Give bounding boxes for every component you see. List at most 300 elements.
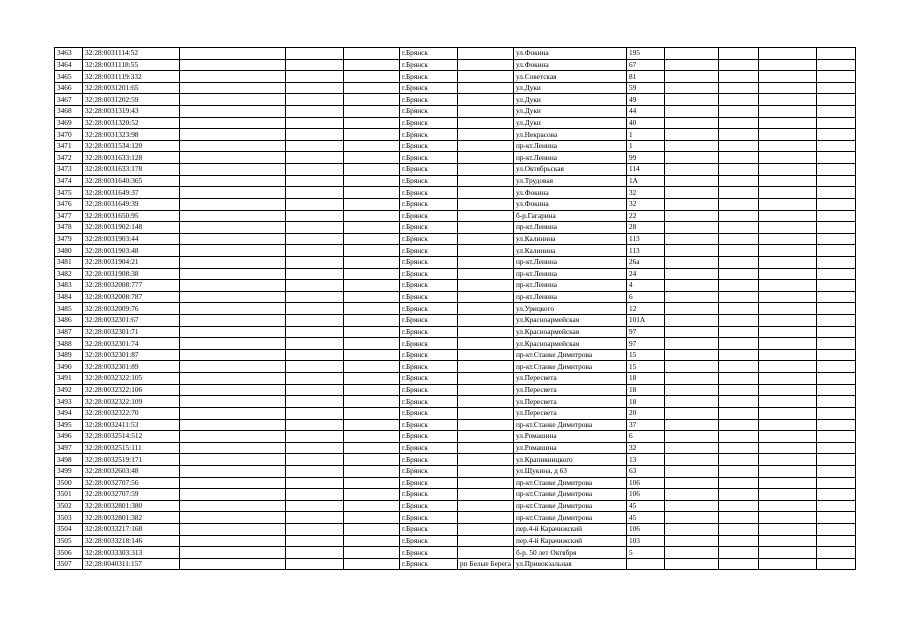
cell-empty <box>344 558 400 570</box>
cell-empty <box>664 535 718 547</box>
cell-house: 18 <box>626 384 664 396</box>
cell-empty <box>180 315 286 327</box>
cell-cad: 32:28:0031903:44 <box>83 233 180 245</box>
cell-house: 106 <box>626 477 664 489</box>
cell-empty <box>718 489 758 501</box>
cell-empty <box>180 465 286 477</box>
cell-empty <box>286 210 344 222</box>
cell-empty <box>344 256 400 268</box>
cell-n: 3504 <box>55 523 83 535</box>
cell-empty <box>286 419 344 431</box>
cell-cad: 32:28:0032514:512 <box>83 431 180 443</box>
cell-street: ул.Калинина <box>513 245 626 257</box>
cell-empty <box>286 477 344 489</box>
cell-house: 32 <box>626 187 664 199</box>
cell-empty <box>180 407 286 419</box>
cell-n: 3476 <box>55 198 83 210</box>
cell-empty <box>816 106 855 118</box>
table-row <box>55 454 856 466</box>
cell-street: ул.Красноармейская <box>513 315 626 327</box>
table-row <box>55 361 856 373</box>
cell-empty <box>286 222 344 234</box>
cell-empty <box>758 384 816 396</box>
table-row <box>55 106 856 118</box>
cell-empty <box>816 535 855 547</box>
cell-empty <box>344 48 400 60</box>
cell-empty <box>180 419 286 431</box>
table-row <box>55 419 856 431</box>
cell-n: 3478 <box>55 222 83 234</box>
cell-n: 3492 <box>55 384 83 396</box>
cell-house: 44 <box>626 106 664 118</box>
cell-empty <box>718 407 758 419</box>
table-row <box>55 140 856 152</box>
cell-empty <box>816 338 855 350</box>
cell-street: пр-кт.Ленина <box>513 152 626 164</box>
cell-empty <box>718 558 758 570</box>
cell-loc <box>458 82 514 94</box>
cell-cad: 32:28:0031650:95 <box>83 210 180 222</box>
cell-house <box>626 558 664 570</box>
cell-empty <box>180 477 286 489</box>
cell-house: 81 <box>626 71 664 83</box>
cell-cad: 32:28:0032322:106 <box>83 384 180 396</box>
cell-n: 3473 <box>55 164 83 176</box>
cell-empty <box>816 210 855 222</box>
cell-empty <box>344 535 400 547</box>
cell-empty <box>758 407 816 419</box>
cell-loc <box>458 396 514 408</box>
cell-empty <box>758 187 816 199</box>
table-row <box>55 198 856 210</box>
cell-loc <box>458 175 514 187</box>
cell-street: ул.Пересвета <box>513 407 626 419</box>
table-row <box>55 477 856 489</box>
cell-empty <box>344 106 400 118</box>
cell-cad: 32:28:0031649:39 <box>83 198 180 210</box>
cell-empty <box>286 512 344 524</box>
cell-loc <box>458 419 514 431</box>
cell-empty <box>718 361 758 373</box>
cell-empty <box>664 291 718 303</box>
cell-empty <box>344 361 400 373</box>
cell-city: г.Брянск <box>400 82 458 94</box>
cell-empty <box>344 233 400 245</box>
cell-house: 106 <box>626 489 664 501</box>
cell-loc <box>458 315 514 327</box>
cell-empty <box>664 326 718 338</box>
cell-loc <box>458 489 514 501</box>
cell-n: 3507 <box>55 558 83 570</box>
cell-street: пр-кт.Станке Димитрова <box>513 489 626 501</box>
cell-empty <box>286 291 344 303</box>
cell-house: 113 <box>626 245 664 257</box>
cell-empty <box>286 547 344 559</box>
cell-empty <box>816 117 855 129</box>
cell-empty <box>758 303 816 315</box>
cell-empty <box>286 373 344 385</box>
cell-empty <box>816 431 855 443</box>
cell-empty <box>286 59 344 71</box>
cell-empty <box>664 431 718 443</box>
cell-city: г.Брянск <box>400 48 458 60</box>
table-row <box>55 303 856 315</box>
cell-empty <box>758 140 816 152</box>
cell-street: пр-кт.Ленина <box>513 140 626 152</box>
cell-empty <box>664 454 718 466</box>
cell-n: 3488 <box>55 338 83 350</box>
cell-empty <box>718 442 758 454</box>
cell-empty <box>344 291 400 303</box>
cell-empty <box>758 256 816 268</box>
cell-empty <box>816 442 855 454</box>
cell-house: 37 <box>626 419 664 431</box>
cell-city: г.Брянск <box>400 175 458 187</box>
cell-empty <box>758 48 816 60</box>
cell-loc <box>458 326 514 338</box>
cell-empty <box>664 152 718 164</box>
cell-empty <box>718 419 758 431</box>
cell-empty <box>816 384 855 396</box>
cell-city: г.Брянск <box>400 106 458 118</box>
cell-n: 3463 <box>55 48 83 60</box>
cell-cad: 32:28:0032801:380 <box>83 500 180 512</box>
cell-empty <box>718 106 758 118</box>
cell-empty <box>180 500 286 512</box>
cell-empty <box>664 477 718 489</box>
cell-n: 3481 <box>55 256 83 268</box>
cell-empty <box>180 268 286 280</box>
cell-street: пр-кт.Станке Димитрова <box>513 361 626 373</box>
cell-empty <box>344 71 400 83</box>
cell-house: 67 <box>626 59 664 71</box>
cell-loc <box>458 59 514 71</box>
cell-empty <box>344 431 400 443</box>
cell-empty <box>758 71 816 83</box>
cell-house: 101А <box>626 315 664 327</box>
cell-loc <box>458 373 514 385</box>
cell-cad: 32:28:0031902:148 <box>83 222 180 234</box>
cell-empty <box>664 117 718 129</box>
cell-empty <box>718 268 758 280</box>
cell-empty <box>286 523 344 535</box>
cell-loc <box>458 198 514 210</box>
cell-empty <box>758 291 816 303</box>
cell-street: ул.Ромашина <box>513 442 626 454</box>
table-row <box>55 349 856 361</box>
cell-loc <box>458 500 514 512</box>
cell-street: пр-кт.Ленина <box>513 280 626 292</box>
cell-n: 3466 <box>55 82 83 94</box>
cell-empty <box>664 256 718 268</box>
cell-house: 49 <box>626 94 664 106</box>
cell-empty <box>180 94 286 106</box>
cell-empty <box>816 256 855 268</box>
cell-cad: 32:28:0040311:157 <box>83 558 180 570</box>
cell-empty <box>286 256 344 268</box>
cell-street: ул.Дуки <box>513 117 626 129</box>
cell-street: ул.Урицкого <box>513 303 626 315</box>
cell-empty <box>180 187 286 199</box>
cell-empty <box>286 117 344 129</box>
cell-empty <box>718 198 758 210</box>
cell-loc <box>458 303 514 315</box>
cell-empty <box>664 349 718 361</box>
cell-empty <box>816 59 855 71</box>
cell-n: 3472 <box>55 152 83 164</box>
cell-house: 45 <box>626 512 664 524</box>
cell-empty <box>664 396 718 408</box>
cell-empty <box>664 233 718 245</box>
cell-empty <box>816 489 855 501</box>
cell-cad: 32:28:0031633:178 <box>83 164 180 176</box>
cell-empty <box>664 500 718 512</box>
cell-empty <box>180 326 286 338</box>
cell-empty <box>758 512 816 524</box>
cell-empty <box>286 315 344 327</box>
cell-empty <box>718 245 758 257</box>
cell-empty <box>816 82 855 94</box>
cell-empty <box>180 303 286 315</box>
cell-empty <box>664 338 718 350</box>
cell-empty <box>664 71 718 83</box>
cell-empty <box>664 547 718 559</box>
cell-empty <box>180 361 286 373</box>
cell-empty <box>816 152 855 164</box>
cell-empty <box>718 373 758 385</box>
cell-empty <box>344 94 400 106</box>
table-row <box>55 338 856 350</box>
cell-n: 3483 <box>55 280 83 292</box>
cell-empty <box>286 106 344 118</box>
cell-cad: 32:28:0032301:89 <box>83 361 180 373</box>
table-row <box>55 129 856 141</box>
cell-house: 32 <box>626 442 664 454</box>
table-row <box>55 373 856 385</box>
cell-loc: рп Белые Берега <box>458 558 514 570</box>
cell-empty <box>758 268 816 280</box>
cell-cad: 32:28:0031323:98 <box>83 129 180 141</box>
cell-loc <box>458 431 514 443</box>
cell-empty <box>816 558 855 570</box>
cell-empty <box>758 164 816 176</box>
cell-city: г.Брянск <box>400 535 458 547</box>
cell-empty <box>180 152 286 164</box>
cell-empty <box>344 338 400 350</box>
cell-empty <box>718 454 758 466</box>
cell-n: 3490 <box>55 361 83 373</box>
cell-empty <box>286 280 344 292</box>
cell-empty <box>718 523 758 535</box>
cell-n: 3493 <box>55 396 83 408</box>
cell-cad: 32:28:0032008:777 <box>83 280 180 292</box>
cell-empty <box>344 245 400 257</box>
cell-empty <box>816 198 855 210</box>
cell-empty <box>180 454 286 466</box>
cell-empty <box>718 326 758 338</box>
cell-empty <box>180 489 286 501</box>
cell-n: 3477 <box>55 210 83 222</box>
cell-house: 13 <box>626 454 664 466</box>
cell-empty <box>664 280 718 292</box>
cell-cad: 32:28:0032301:87 <box>83 349 180 361</box>
cell-empty <box>758 558 816 570</box>
cell-empty <box>718 152 758 164</box>
cell-empty <box>344 280 400 292</box>
table-row <box>55 407 856 419</box>
cell-street: ул.Пересвета <box>513 373 626 385</box>
cell-empty <box>180 129 286 141</box>
cell-empty <box>718 535 758 547</box>
cell-empty <box>664 106 718 118</box>
table-row <box>55 164 856 176</box>
cell-empty <box>180 222 286 234</box>
cell-city: г.Брянск <box>400 500 458 512</box>
cell-empty <box>816 94 855 106</box>
cell-city: г.Брянск <box>400 338 458 350</box>
cell-city: г.Брянск <box>400 117 458 129</box>
cell-empty <box>816 233 855 245</box>
table-row <box>55 94 856 106</box>
cell-loc <box>458 71 514 83</box>
cell-cad: 32:28:0031649:37 <box>83 187 180 199</box>
cell-empty <box>758 454 816 466</box>
cell-empty <box>816 523 855 535</box>
cell-city: г.Брянск <box>400 129 458 141</box>
cell-street: пр-кт.Станке Димитрова <box>513 512 626 524</box>
cell-empty <box>344 489 400 501</box>
cell-empty <box>718 315 758 327</box>
cell-loc <box>458 523 514 535</box>
cell-empty <box>286 326 344 338</box>
cell-empty <box>344 164 400 176</box>
cell-empty <box>344 349 400 361</box>
cell-empty <box>664 48 718 60</box>
cell-city: г.Брянск <box>400 303 458 315</box>
cell-street: б-р. 50 лет Октября <box>513 547 626 559</box>
cell-n: 3491 <box>55 373 83 385</box>
cell-city: г.Брянск <box>400 315 458 327</box>
cell-empty <box>180 106 286 118</box>
cell-loc <box>458 233 514 245</box>
cell-empty <box>758 106 816 118</box>
cell-empty <box>286 535 344 547</box>
cell-empty <box>344 198 400 210</box>
cell-city: г.Брянск <box>400 280 458 292</box>
cell-house: 5 <box>626 547 664 559</box>
cell-empty <box>758 396 816 408</box>
cell-empty <box>180 535 286 547</box>
table-row <box>55 280 856 292</box>
cell-city: г.Брянск <box>400 71 458 83</box>
cell-house: 1 <box>626 129 664 141</box>
cell-n: 3475 <box>55 187 83 199</box>
cell-empty <box>344 140 400 152</box>
cell-city: г.Брянск <box>400 59 458 71</box>
cell-empty <box>816 512 855 524</box>
cell-cad: 32:28:0031904:21 <box>83 256 180 268</box>
cell-cad: 32:28:0031119:332 <box>83 71 180 83</box>
cell-empty <box>816 48 855 60</box>
cell-empty <box>180 547 286 559</box>
cell-empty <box>286 187 344 199</box>
cell-empty <box>286 71 344 83</box>
cell-loc <box>458 407 514 419</box>
cell-empty <box>758 477 816 489</box>
table-row <box>55 500 856 512</box>
cell-empty <box>286 442 344 454</box>
cell-empty <box>718 256 758 268</box>
cell-street: ул.Фокина <box>513 48 626 60</box>
cell-empty <box>758 535 816 547</box>
cell-empty <box>758 547 816 559</box>
cell-loc <box>458 465 514 477</box>
cell-empty <box>718 431 758 443</box>
cell-street: ул.Трудовая <box>513 175 626 187</box>
cell-empty <box>286 349 344 361</box>
cell-empty <box>344 373 400 385</box>
cell-n: 3505 <box>55 535 83 547</box>
cell-empty <box>758 326 816 338</box>
cell-empty <box>180 59 286 71</box>
cell-loc <box>458 140 514 152</box>
cell-city: г.Брянск <box>400 396 458 408</box>
cell-n: 3506 <box>55 547 83 559</box>
cell-street: ул.Ромашина <box>513 431 626 443</box>
table-row <box>55 268 856 280</box>
cell-city: г.Брянск <box>400 222 458 234</box>
cell-empty <box>758 152 816 164</box>
table-row <box>55 233 856 245</box>
table-row <box>55 442 856 454</box>
table-row <box>55 512 856 524</box>
cell-house: 103 <box>626 535 664 547</box>
cell-loc <box>458 117 514 129</box>
cell-empty <box>718 117 758 129</box>
cell-city: г.Брянск <box>400 361 458 373</box>
cell-house: 1А <box>626 175 664 187</box>
cell-n: 3497 <box>55 442 83 454</box>
cell-empty <box>758 280 816 292</box>
cell-city: г.Брянск <box>400 442 458 454</box>
cell-empty <box>344 210 400 222</box>
cell-city: г.Брянск <box>400 489 458 501</box>
cell-empty <box>344 547 400 559</box>
cell-loc <box>458 106 514 118</box>
cell-empty <box>180 384 286 396</box>
table-row <box>55 256 856 268</box>
cell-house: 32 <box>626 198 664 210</box>
cell-empty <box>816 315 855 327</box>
cell-n: 3470 <box>55 129 83 141</box>
cell-empty <box>180 291 286 303</box>
cell-street: ул.Фокина <box>513 187 626 199</box>
cell-loc <box>458 48 514 60</box>
cell-empty <box>180 396 286 408</box>
cell-house: 6 <box>626 291 664 303</box>
cell-street: ул.Советская <box>513 71 626 83</box>
cell-cad: 32:28:0032411:53 <box>83 419 180 431</box>
table-row <box>55 384 856 396</box>
cell-street: пр-кт.Ленина <box>513 268 626 280</box>
cell-cad: 32:28:0032009:76 <box>83 303 180 315</box>
table-row <box>55 558 856 570</box>
cell-empty <box>718 303 758 315</box>
cell-empty <box>344 187 400 199</box>
cell-cad: 32:28:0031114:52 <box>83 48 180 60</box>
cell-city: г.Брянск <box>400 233 458 245</box>
cell-house: 18 <box>626 373 664 385</box>
